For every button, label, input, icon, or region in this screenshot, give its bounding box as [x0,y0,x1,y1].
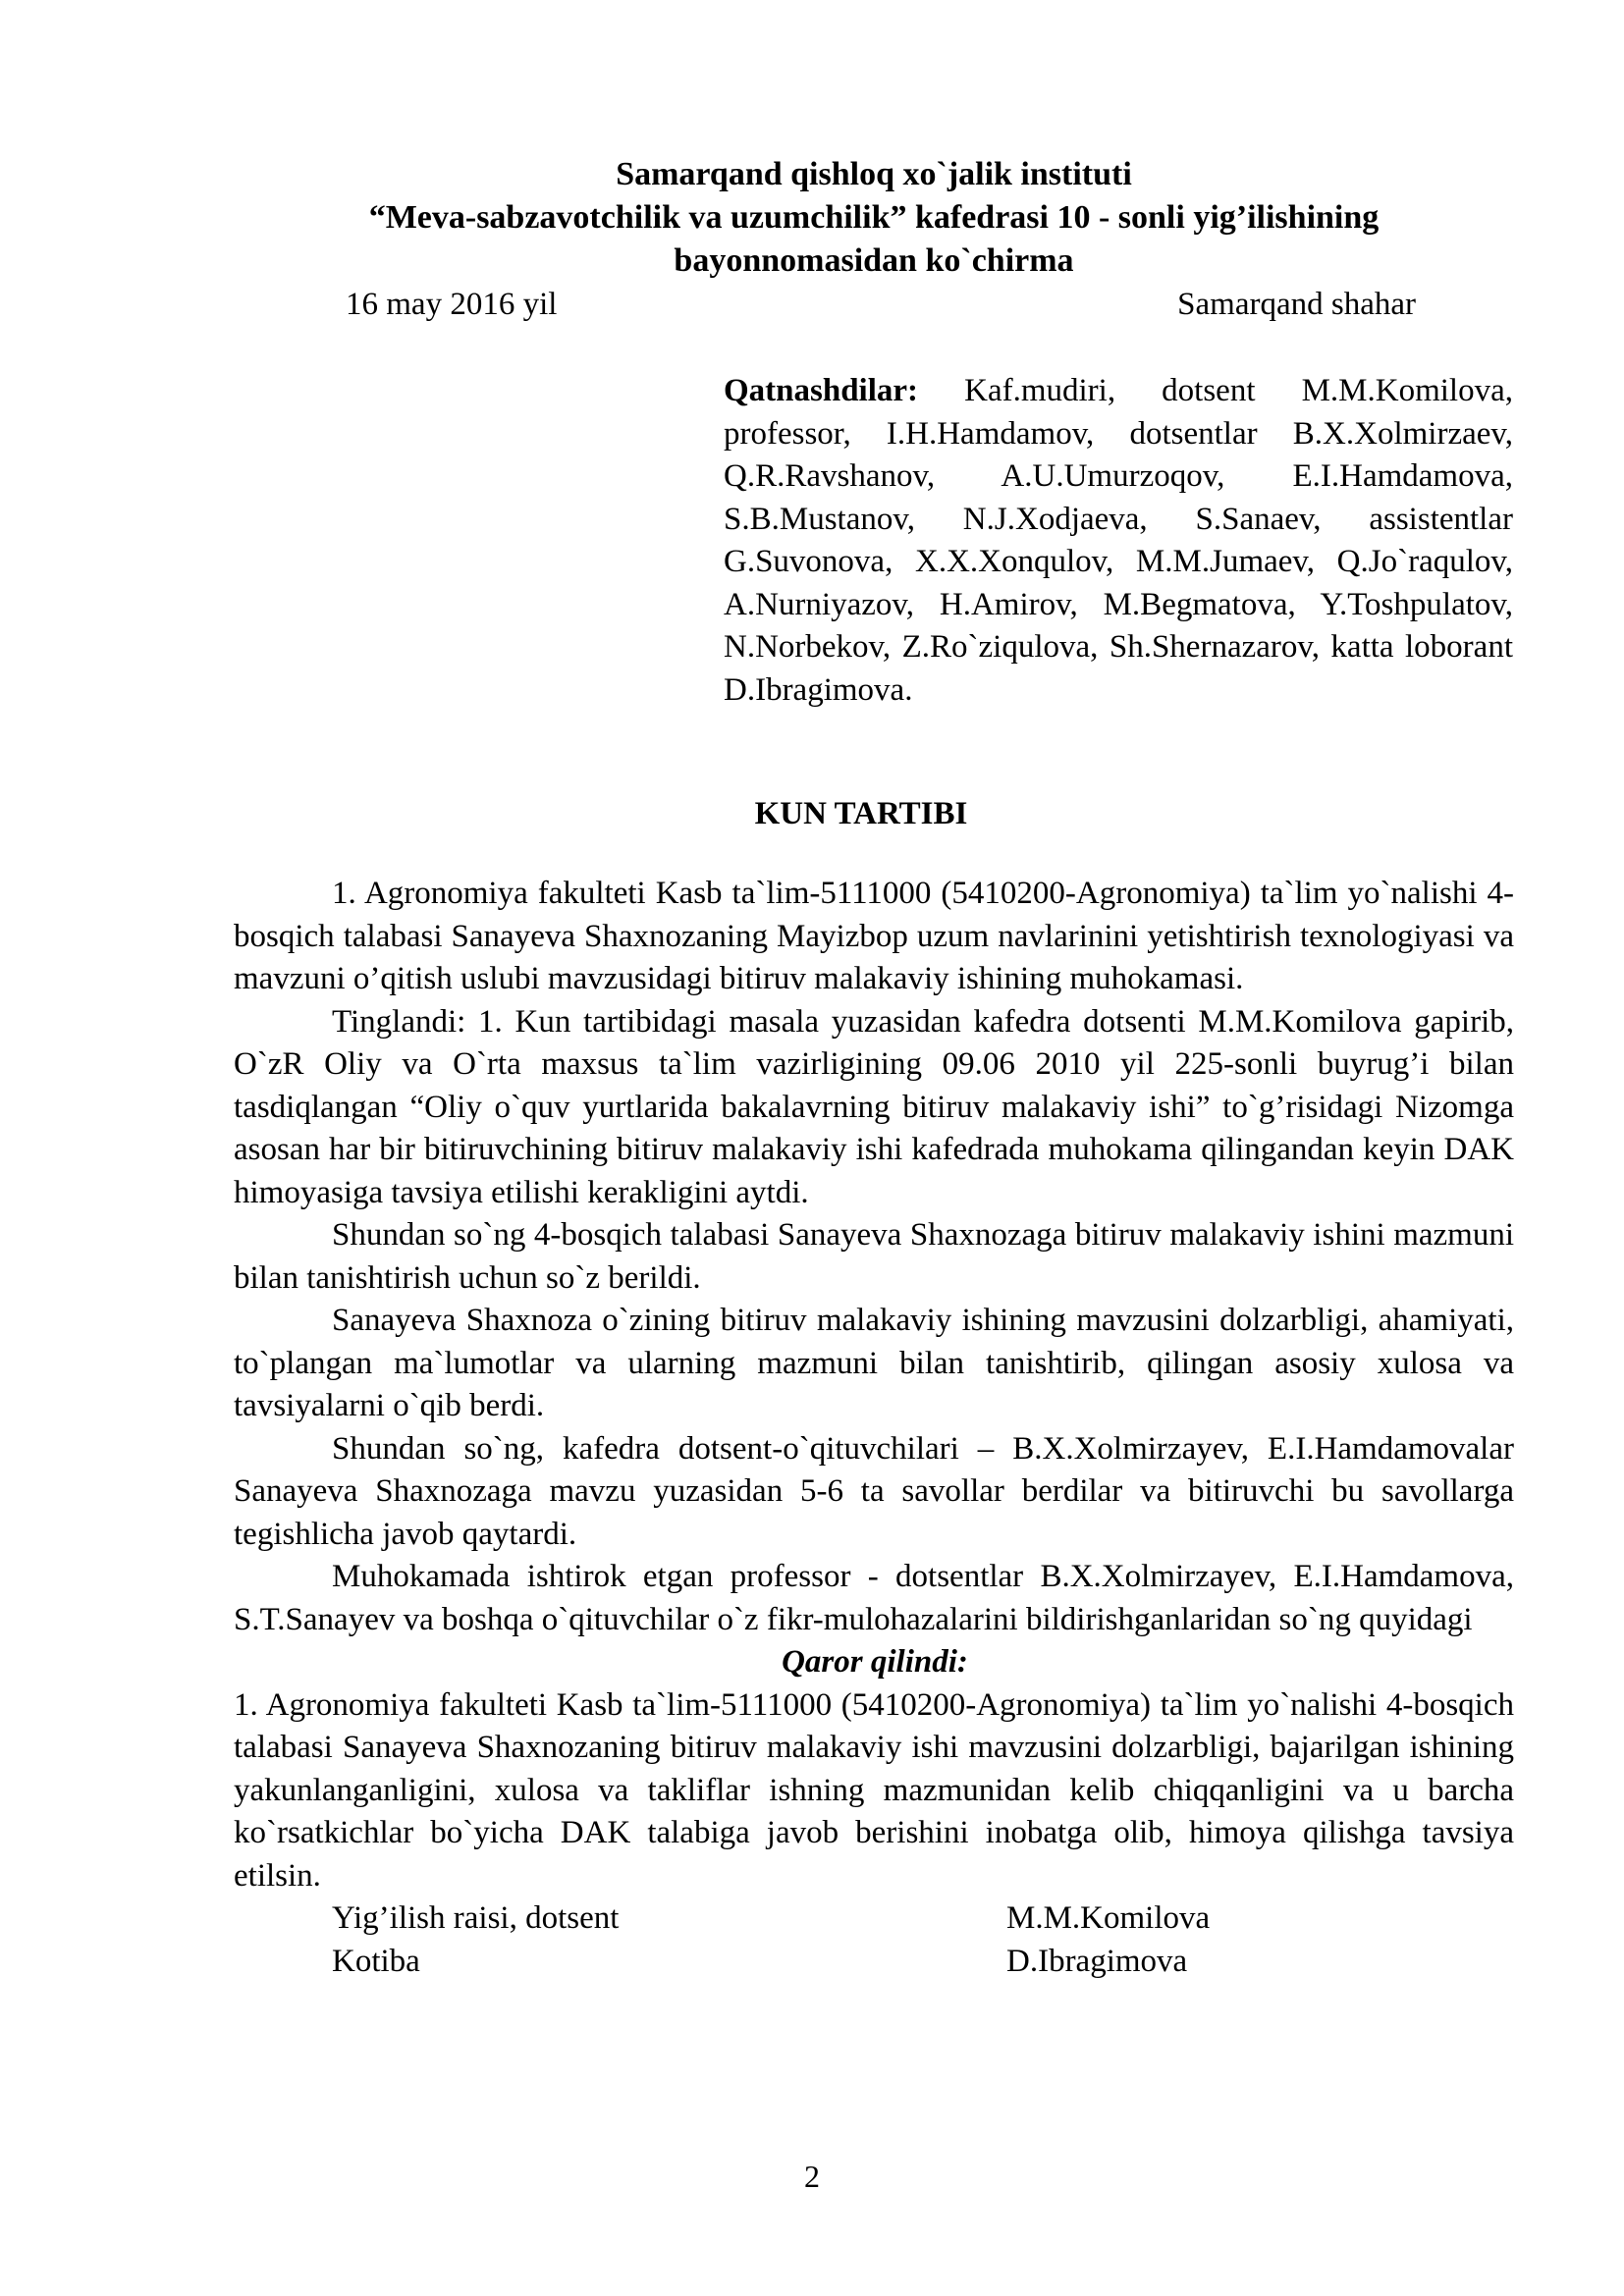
agenda-paragraph: 1. Agronomiya fakulteti Kasb ta`lim-5111000 (5410200-Agronomiya) ta`lim yo`nalishi 4-bosqich talabasi Sanayeva Shaxnozaning Mayizbop uzum navlarinini yetishtirish texnologiyasi va mavzuni o’qitish uslubi mavzusidagi bitiruv malakaviy ishining muhokamasi. [234,876,1514,996]
decision-heading: Qaror qilindi: [782,1644,968,1680]
participants-label: Qatnashdilar: [724,373,919,408]
meeting-date: 16 may 2016 yil [346,287,558,322]
agenda-paragraph: Shundan so`ng 4-bosqich talabasi Sanayeva Shaxnozaga bitiruv malakaviy ishini mazmuni bilan tanishtirish uchun so`z berildi. [234,1217,1514,1296]
document-type: bayonnomasidan ko`chirma [674,242,1074,279]
signature-name: D.Ibragimova [1006,1943,1188,1979]
agenda-heading [0,793,1624,836]
agenda-paragraph: Muhokamada ishtirok etgan professor - dotsentlar B.X.Xolmirzayev, E.I.Hamdamova, S.T.Sanayev va boshqa o`qituvchilar o`z fikr-mulohazalarini bildirishganlaridan so`ng quyidagi [234,1559,1514,1637]
signature-row-secretary [234,1941,1514,1984]
page-number: 2 [804,2159,820,2194]
participants-block [724,370,1513,712]
date-place-row [346,284,1416,327]
participants-list: Kaf.mudiri, dotsent M.M.Komilova, professor, I.H.Hamdamov, dotsentlar B.X.Xolmirzaev, Q.R.Ravshanov, A.U.Umurzoqov, E.I.Hamdamova, S.B.Mustanov, N.J.Xodjaeva, S.Sanaev, assistentlar G.Suvonova, X.X.Xonqulov, M.M.Jumaev, Q.Jo`raqulov, A.Nurniyazov, H.Amirov, M.Begmatova, Y.Toshpulatov, N.Norbekov, Z.Ro`ziqulova, Sh.Shernazarov, katta loborant D.Ibragimova. [724,373,1513,708]
agenda-paragraph: Sanayeva Shaxnoza o`zining bitiruv malakaviy ishining mavzusini dolzarbligi, ahamiyati, to`plangan ma`lumotlar va ularning mazmuni bilan tanishtirib, qilingan asosiy xulosa va tavsiyalarni o`qib berdi. [234,1303,1514,1423]
signature-role: Kotiba [332,1943,420,1979]
decision-text: 1. Agronomiya fakulteti Kasb ta`lim-5111000 (5410200-Agronomiya) ta`lim yo`nalishi 4-bosqich talabasi Sanayeva Shaxnozaning bitiruv malakaviy ishi mavzusini dolzarbligi, bajarilgan ishining yakunlanganligini, xulosa va takliflar ishning mazmunidan kelib chiqqanligini va u barcha ko`rsatkichlar bo`yicha DAK talabiga javob berishini inobatga olib, himoya qilishga tavsiya etilsin. [234,1686,1514,1894]
signature-role: Yig’ilish raisi, dotsent [332,1900,620,1936]
agenda-paragraph: Tinglandi: 1. Kun tartibidagi masala yuzasidan kafedra dotsenti M.M.Komilova gapirib, O`zR Oliy va O`rta maxsus ta`lim vazirligining 09.06 2010 yil 225-sonli buyrug’i bilan tasdiqlangan “Oliy o`quv yurtlarida bakalavrning bitiruv malakaviy ishi” to`g’risidagi Nizomga asosan har bir bitiruvchining bitiruv malakaviy ishi kafedrada muhokama qilingandan keyin DAK himoyasiga tavsiya etilishi kerakligini aytdi. [234,1003,1514,1210]
signature-row-chair [234,1897,1514,1941]
department-line: “Meva-sabzavotchilik va uzumchilik” kafedrasi 10 - sonli yig’ilishining [368,199,1380,236]
signature-name: M.M.Komilova [1006,1900,1211,1936]
agenda-title: KUN TARTIBI [754,796,968,831]
institute-name: Samarqand qishloq xo`jalik instituti [616,156,1132,192]
agenda-paragraph: Shundan so`ng, kafedra dotsent-o`qituvchilari – B.X.Xolmirzayev, E.I.Hamdamovalar Sanayeva Shaxnozaga mavzu yuzasidan 5-6 ta savollar berdilar va bitiruvchi bu savollarga tegishlicha javob qaytardi. [234,1430,1514,1552]
meeting-city: Samarqand shahar [1177,287,1416,322]
document-header [236,153,1512,283]
minutes-body [234,873,1514,1983]
